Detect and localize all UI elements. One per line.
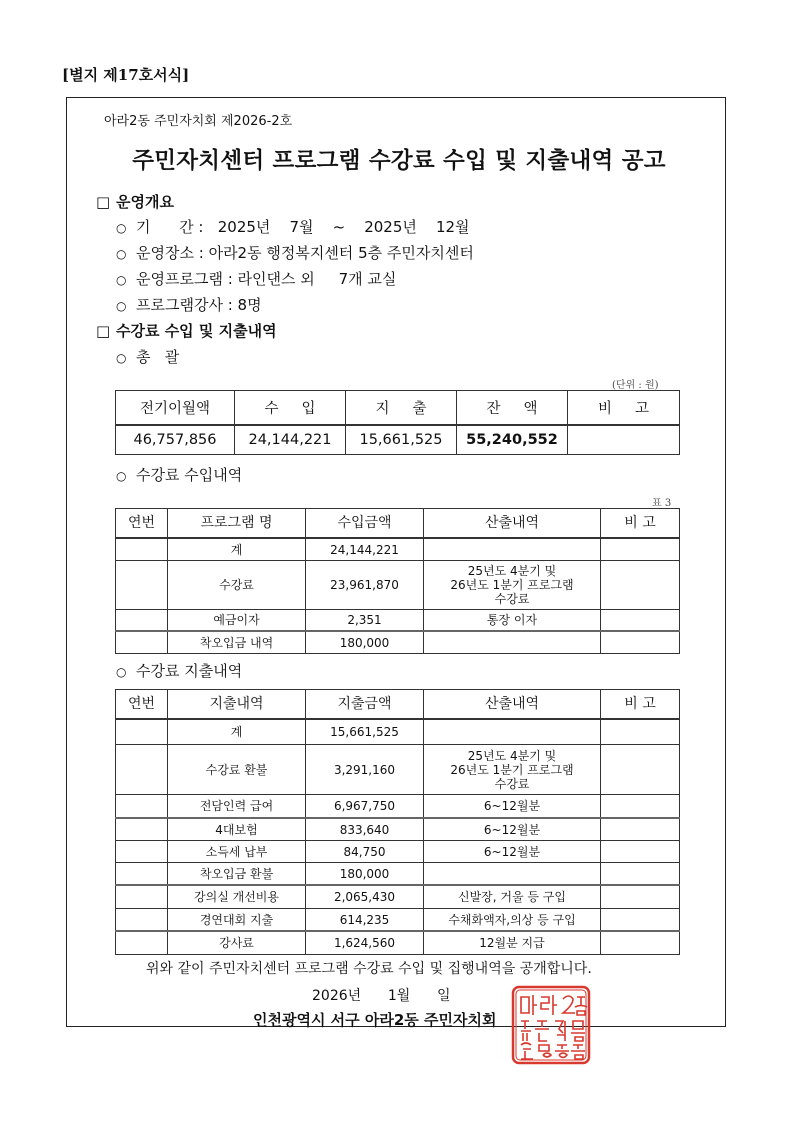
- cell-detail: 12월분 지급: [424, 931, 601, 955]
- overview-item-period: [116, 216, 470, 237]
- cell-name: 계: [168, 719, 306, 745]
- bullet-circle-icon: ○: [116, 273, 127, 287]
- table-row: [116, 610, 680, 632]
- header-cell: 연번: [116, 690, 168, 720]
- closing-date: 2026년 1월 일: [312, 988, 451, 1004]
- cell-detail: 신발장, 거울 등 구입: [424, 885, 601, 909]
- cell-amount: 1,624,560: [306, 931, 424, 955]
- table-row: [116, 561, 680, 610]
- cell-name: 수강료 환불: [168, 745, 306, 795]
- header-cell: 지출금액: [306, 690, 424, 720]
- cell-no: [116, 841, 168, 863]
- bullet-circle-icon: ○: [116, 351, 127, 365]
- cell-detail: 6~12월분: [424, 841, 601, 863]
- summary-header-row: [116, 391, 680, 426]
- overview-item-value: 라인댄스 외 7개 교실: [237, 270, 397, 288]
- header-cell: 비 고: [601, 690, 680, 720]
- page-title: 주민자치센터 프로그램 수강료 수입 및 지출내역 공고: [132, 148, 666, 174]
- summary-value-row: [116, 425, 680, 455]
- carryover-value: 46,757,856: [116, 425, 235, 455]
- cell-name: 4대보험: [168, 818, 306, 841]
- cell-amount: 24,144,221: [306, 538, 424, 561]
- cell-note: [601, 719, 680, 745]
- expense-header-row: [116, 690, 680, 720]
- income-header-row: [116, 509, 680, 539]
- cell-no: [116, 610, 168, 632]
- table-row: [116, 631, 680, 654]
- issuer-name: 인천광역시 서구 아라2동 주민자치회: [253, 1011, 497, 1029]
- cell-detail: 통장 이자: [424, 610, 601, 632]
- cell-amount: 23,961,870: [306, 561, 424, 610]
- cell-detail: 25년도 4분기 및 26년도 1분기 프로그램 수강료: [424, 745, 601, 795]
- header-cell: 산출내역: [424, 690, 601, 720]
- form-label: [별지 제17호서식]: [62, 66, 190, 84]
- summary-header-cell: 잔 액: [457, 391, 568, 426]
- expense-value: 15,661,525: [346, 425, 457, 455]
- summary-header-cell: 비 고: [568, 391, 680, 426]
- cell-note: [601, 610, 680, 632]
- overview-item-label: 운영프로그램 :: [136, 270, 233, 288]
- expense-table: [115, 689, 680, 955]
- cell-note: [601, 818, 680, 841]
- table-row: [116, 745, 680, 795]
- income-subheading: [116, 464, 242, 485]
- cell-no: [116, 818, 168, 841]
- cell-no: [116, 538, 168, 561]
- cell-amount: 6,967,750: [306, 795, 424, 819]
- finance-heading-text: 수강료 수입 및 지출내역: [116, 322, 277, 340]
- summary-table: [115, 390, 680, 455]
- bullet-circle-icon: ○: [116, 469, 127, 483]
- cell-no: [116, 909, 168, 932]
- summary-header-cell: 수 입: [235, 391, 346, 426]
- official-seal: [511, 985, 591, 1065]
- remarks-value: [568, 425, 680, 455]
- cell-amount: 84,750: [306, 841, 424, 863]
- cell-no: [116, 885, 168, 909]
- cell-no: [116, 719, 168, 745]
- cell-amount: 833,640: [306, 818, 424, 841]
- cell-name: 착오입금 내역: [168, 631, 306, 654]
- overview-item-label: 운영장소 :: [136, 244, 204, 262]
- cell-detail: 6~12월분: [424, 795, 601, 819]
- balance-value: 55,240,552: [457, 425, 568, 455]
- cell-amount: 180,000: [306, 631, 424, 654]
- income-subheading-text: 수강료 수입내역: [136, 466, 243, 484]
- expense-subheading-text: 수강료 지출내역: [136, 662, 243, 680]
- cell-amount: 15,661,525: [306, 719, 424, 745]
- checkbox-square-icon: □: [96, 193, 111, 211]
- overview-item-programs: [116, 268, 396, 289]
- income-table: [115, 508, 680, 654]
- cell-detail: [424, 719, 601, 745]
- cell-name: 착오입금 환불: [168, 863, 306, 886]
- overview-item-value: 2025년 7월 ~ 2025년 12월: [217, 218, 470, 236]
- finance-heading: [96, 320, 277, 341]
- cell-no: [116, 795, 168, 819]
- cell-detail: 6~12월분: [424, 818, 601, 841]
- table-row: [116, 795, 680, 819]
- cell-name: 예금이자: [168, 610, 306, 632]
- checkbox-square-icon: □: [96, 322, 111, 340]
- header-cell: 지출내역: [168, 690, 306, 720]
- cell-note: [601, 561, 680, 610]
- cell-amount: 2,351: [306, 610, 424, 632]
- cell-no: [116, 863, 168, 886]
- income-value: 24,144,221: [235, 425, 346, 455]
- summary-subheading-text: 총 괄: [136, 348, 180, 366]
- summary-subheading: [116, 346, 179, 367]
- bullet-circle-icon: ○: [116, 299, 127, 313]
- summary-header-cell: 전기이월액: [116, 391, 235, 426]
- header-cell: 연번: [116, 509, 168, 539]
- cell-amount: 3,291,160: [306, 745, 424, 795]
- table-row: [116, 719, 680, 745]
- cell-note: [601, 745, 680, 795]
- cell-note: [601, 885, 680, 909]
- cell-no: [116, 631, 168, 654]
- cell-detail: [424, 538, 601, 561]
- table-row: [116, 909, 680, 932]
- cell-detail: 25년도 4분기 및 26년도 1분기 프로그램 수강료: [424, 561, 601, 610]
- cell-name: 계: [168, 538, 306, 561]
- cell-name: 경연대회 지출: [168, 909, 306, 932]
- overview-heading: [96, 191, 174, 212]
- cell-note: [601, 795, 680, 819]
- cell-note: [601, 909, 680, 932]
- cell-detail: [424, 631, 601, 654]
- overview-item-value: 아라2동 행정복지센터 5층 주민자치센터: [208, 244, 474, 262]
- overview-item-value: 8명: [237, 296, 262, 314]
- overview-item-instructors: [116, 294, 262, 315]
- cell-name: 소득세 납부: [168, 841, 306, 863]
- cell-name: 전담인력 급여: [168, 795, 306, 819]
- unit-label: (단위 : 원): [612, 380, 659, 391]
- cell-name: 강의실 개선비용: [168, 885, 306, 909]
- table-row: [116, 538, 680, 561]
- cell-amount: 614,235: [306, 909, 424, 932]
- cell-no: [116, 745, 168, 795]
- cell-detail: [424, 863, 601, 886]
- cell-note: [601, 841, 680, 863]
- bullet-circle-icon: ○: [116, 247, 127, 261]
- table-row: [116, 818, 680, 841]
- bullet-circle-icon: ○: [116, 665, 127, 679]
- header-cell: 산출내역: [424, 509, 601, 539]
- overview-heading-text: 운영개요: [116, 193, 174, 211]
- table-row: [116, 931, 680, 955]
- header-cell: 프로그램 명: [168, 509, 306, 539]
- overview-item-label: 프로그램강사 :: [136, 296, 233, 314]
- seal-glyphs: [521, 995, 587, 1059]
- table-label: 표 3: [652, 498, 672, 509]
- table-row: [116, 841, 680, 863]
- cell-note: [601, 931, 680, 955]
- table-row: [116, 885, 680, 909]
- overview-item-label: 기 간 :: [136, 218, 204, 236]
- cell-detail: 수채화액자,의상 등 구입: [424, 909, 601, 932]
- expense-subheading: [116, 660, 242, 681]
- cell-note: [601, 863, 680, 886]
- cell-name: 수강료: [168, 561, 306, 610]
- document-number: 아라2동 주민자치회 제2026-2호: [104, 114, 293, 129]
- header-cell: 수입금액: [306, 509, 424, 539]
- cell-note: [601, 631, 680, 654]
- cell-amount: 2,065,430: [306, 885, 424, 909]
- cell-note: [601, 538, 680, 561]
- closing-statement: 위와 같이 주민자치센터 프로그램 수강료 수입 및 집행내역을 공개합니다.: [146, 961, 592, 977]
- overview-item-location: [116, 242, 474, 263]
- cell-no: [116, 931, 168, 955]
- cell-no: [116, 561, 168, 610]
- summary-header-cell: 지 출: [346, 391, 457, 426]
- cell-amount: 180,000: [306, 863, 424, 886]
- table-row: [116, 863, 680, 886]
- cell-name: 강사료: [168, 931, 306, 955]
- header-cell: 비 고: [601, 509, 680, 539]
- bullet-circle-icon: ○: [116, 221, 127, 235]
